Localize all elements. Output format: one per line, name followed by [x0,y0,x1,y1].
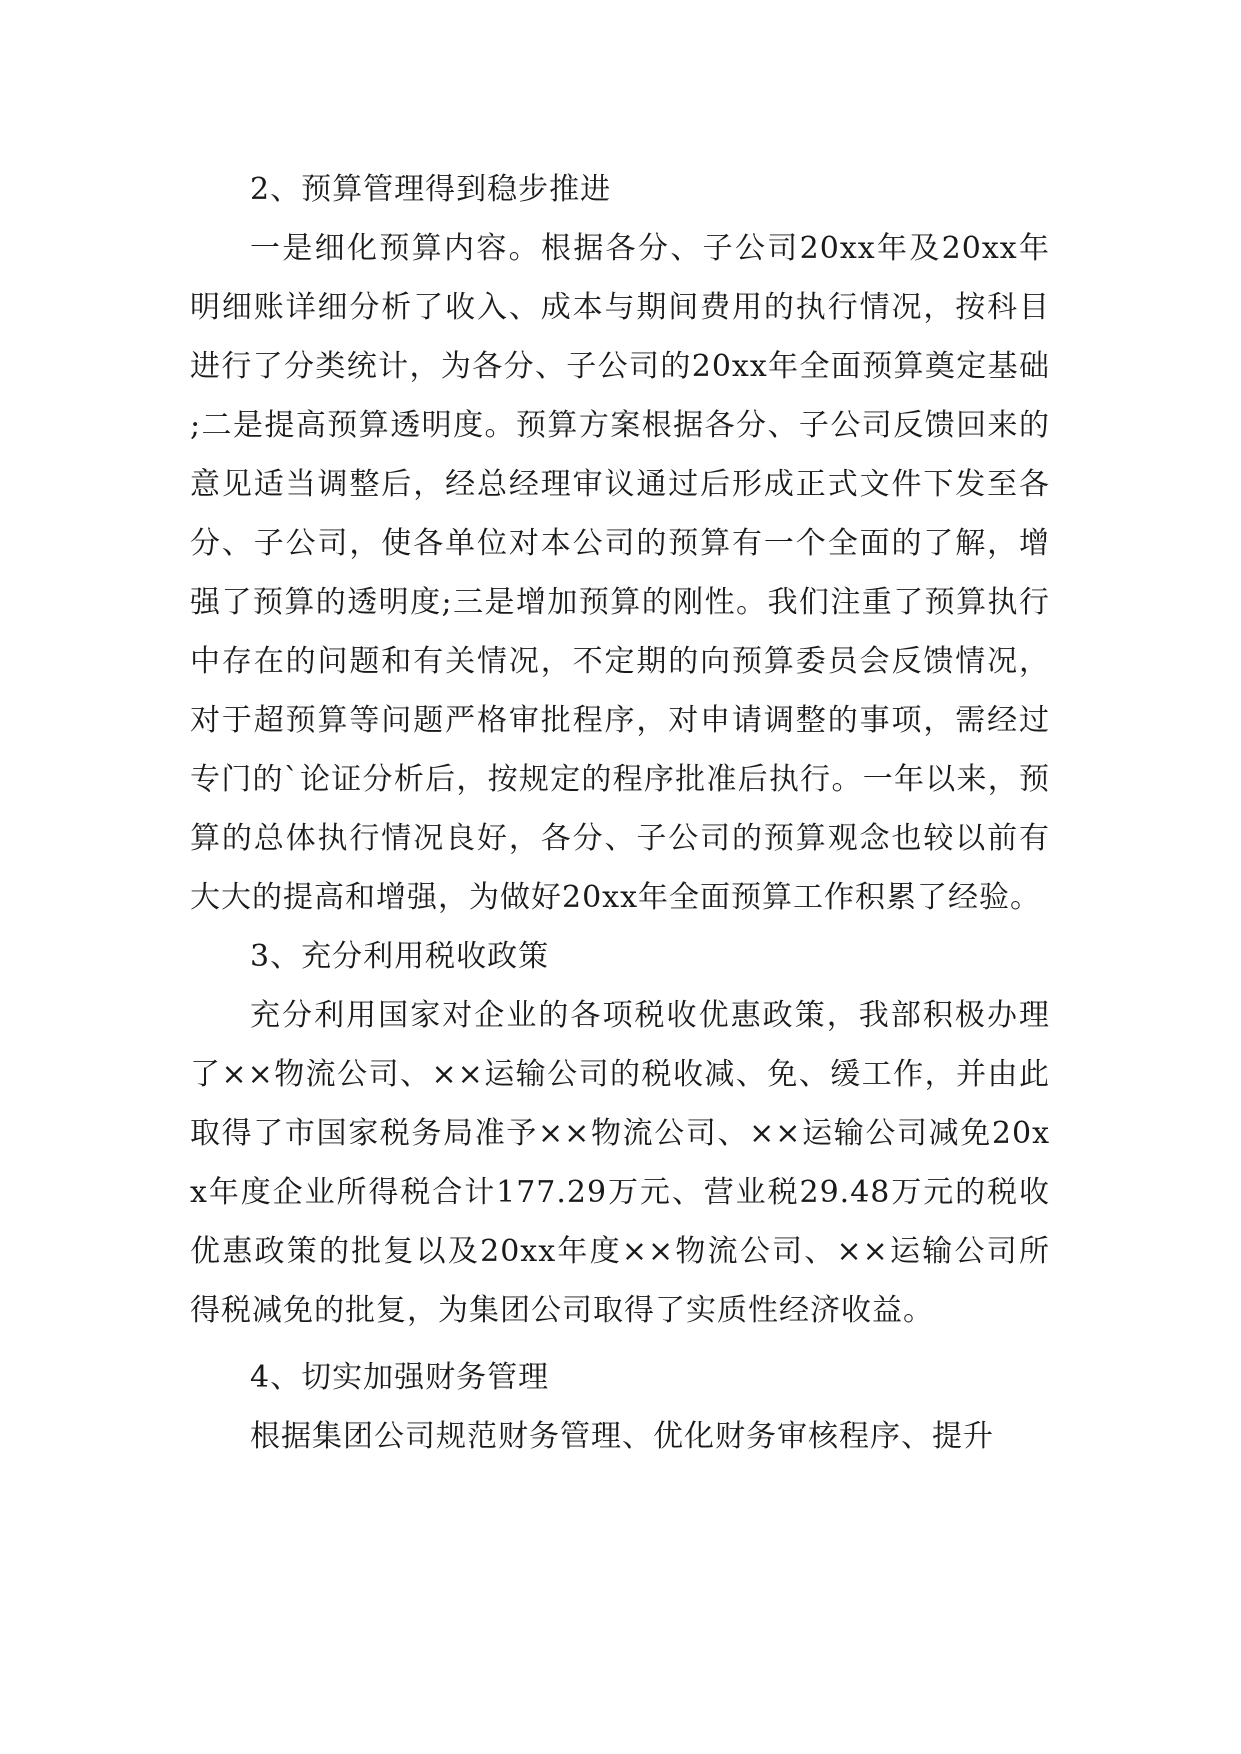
section-4-heading: 4、切实加强财务管理 [250,1360,550,1395]
section-4-paragraph: 根据集团公司规范财务管理、优化财务审核程序、提升 [250,1419,994,1454]
section-3-paragraph: 充分利用国家对企业的各项税收优惠政策，我部积极办理了××物流公司、××运输公司的税收减、免、缓工作，并由此取得了市国家税务局准予××物流公司、××运输公司减免20xx年度企业所得税合计177.29万元、营业税29.48万元的税收优惠政策的批复以及20xx年度××物流公司、××运输公司所得税减免的批复，为集团公司取得了实质性经济收益。 [190,998,1050,1328]
section-2-heading: 2、预算管理得到稳步推进 [250,172,612,207]
section-2-paragraph: 一是细化预算内容。根据各分、子公司20xx年及20xx年明细账详细分析了收入、成本与期间费用的执行情况，按科目进行了分类统计，为各分、子公司的20xx年全面预算奠定基础;二是提高预算透明度。预算方案根据各分、子公司反馈回来的意见适当调整后，经总经理审议通过后形成正式文件下发至各分、子公司，使各单位对本公司的预算有一个全面的了解，增强了预算的透明度;三是增加预算的刚性。我们注重了预算执行中存在的问题和有关情况，不定期的向预算委员会反馈情况，对于超预算等问题严格审批程序，对申请调整的事项，需经过专门的`论证分析后，按规定的程序批准后执行。一年以来，预算的总体执行情况良好，各分、子公司的预算观念也较以前有大大的提高和增强，为做好20xx年全面预算工作积累了经验。 [190,231,1050,915]
section-3-heading: 3、充分利用税收政策 [250,939,550,974]
document-body [190,160,1050,1466]
